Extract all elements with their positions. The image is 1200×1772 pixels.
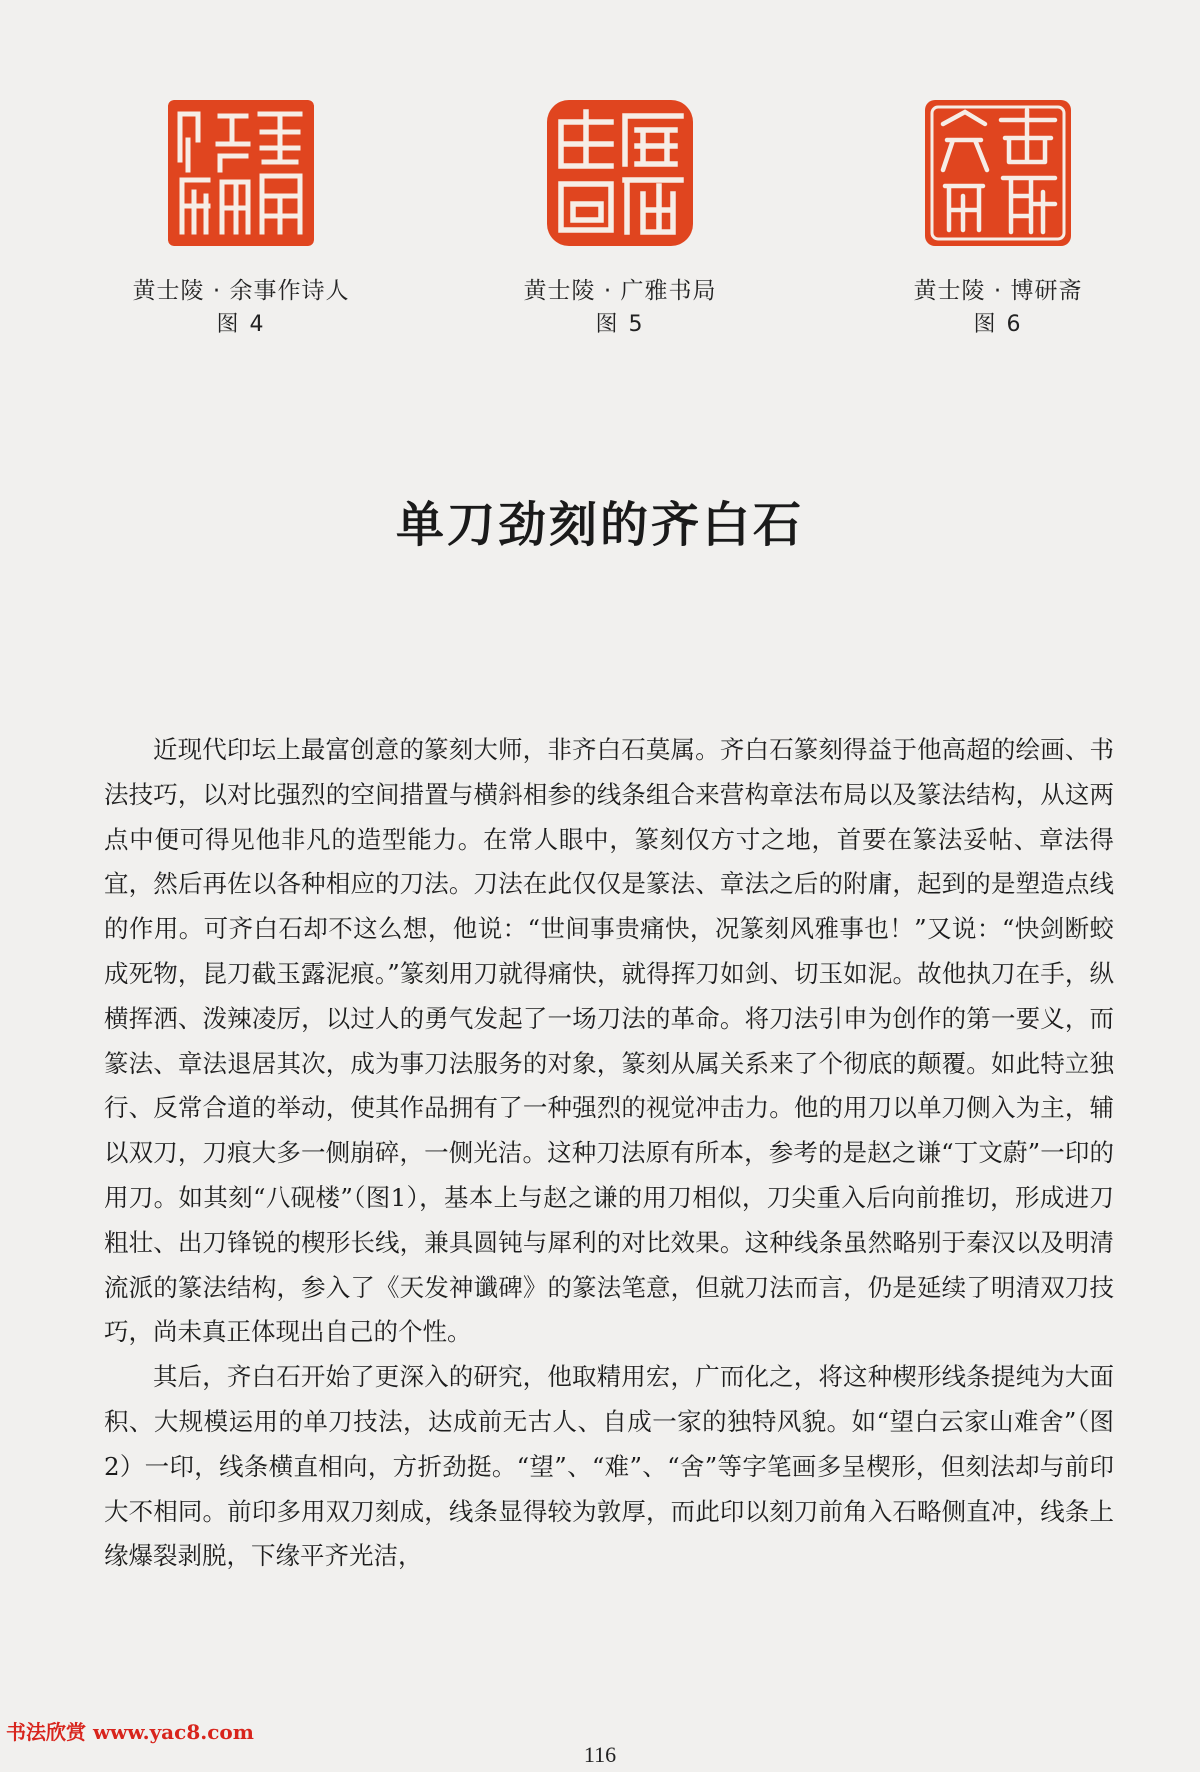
article-paragraph: 其后，齐白石开始了更深入的研究，他取精用宏，广而化之，将这种楔形线条提纯为大面积、大规模运用的单刀技法，达成前无古人、自成一家的独特风貌。如“望白云家山难舍”（图2）一印，线条横直相向，方折劲挺。“望”、“难”、“舍”等字笔画多呈楔形，但刻法却与前印大不相同。前印多用双刀刻成，线条显得较为敦厚，而此印以刻刀前角入石略侧直冲，线条上缘爆裂剥脱，下缘平齐光洁，: [104, 1362, 1114, 1571]
figure-number: 图 4: [216, 312, 266, 337]
seal-caption: [460, 274, 780, 342]
seal-caption: [81, 274, 401, 342]
seal-figure-6: [838, 100, 1158, 342]
seal-caption-title: 黄士陵 · 余事作诗人: [132, 278, 350, 304]
article-paragraph: 近现代印坛上最富创意的篆刻大师，非齐白石莫属。齐白石篆刻得益于他高超的绘画、书法技巧，以对比强烈的空间措置与横斜相参的线条组合来营构章法布局以及篆法结构，从这两点中便可得见他非凡的造型能力。在常人眼中，篆刻仅方寸之地，首要在篆法妥帖、章法得宜，然后再佐以各种相应的刀法。刀法在此仅仅是篆法、章法之后的附庸，起到的是塑造点线的作用。可齐白石却不这么想，他说：“世间事贵痛快，况篆刻风雅事也！”又说：“快剑断蛟成死物，昆刀截玉露泥痕。”篆刻用刀就得痛快，就得挥刀如剑、切玉如泥。故他执刀在手，纵横挥洒、泼辣凌厉，以过人的勇气发起了一场刀法的革命。将刀法引申为创作的第一要义，而篆法、章法退居其次，成为事刀法服务的对象，篆刻从属关系来了个彻底的颠覆。如此特立独行、反常合道的举动，使其作品拥有了一种强烈的视觉冲击力。他的用刀以单刀侧入为主，辅以双刀，刀痕大多一侧崩碎，一侧光洁。这种刀法原有所本，参考的是赵之谦“丁文蔚”一印的用刀。如其刻“八砚楼”（图1），基本上与赵之谦的用刀相似，刀尖重入后向前推切，形成进刀粗壮、出刀锋锐的楔形长线，兼具圆钝与犀利的对比效果。这种线条虽然略别于秦汉以及明清流派的篆法结构，参入了《天发神谶碑》的篆法笔意，但就刀法而言，仍是延续了明清双刀技巧，尚未真正体现出自己的个性。: [104, 735, 1114, 1347]
seal-gallery: [0, 0, 1200, 360]
seal-caption: [838, 274, 1158, 342]
site-watermark: 书法欣赏 www.yac8.com: [6, 1720, 254, 1744]
seal-image-bo-yan-zhai: [925, 100, 1071, 246]
seal-image-guang-ya-shu-ju: [547, 100, 693, 246]
seal-caption-title: 黄士陵 · 博研斋: [913, 278, 1083, 304]
seal-caption-title: 黄士陵 · 广雅书局: [523, 278, 717, 304]
figure-number: 图 5: [595, 312, 645, 337]
figure-number: 图 6: [973, 312, 1023, 337]
article-title: 单刀劲刻的齐白石: [395, 497, 804, 553]
page-number: 116: [583, 1742, 617, 1767]
seal-image-yu-shi-zuo-shi-ren: [168, 100, 314, 246]
article-body: [104, 728, 1114, 1579]
seal-figure-5: [460, 100, 780, 342]
seal-figure-4: [81, 100, 401, 342]
